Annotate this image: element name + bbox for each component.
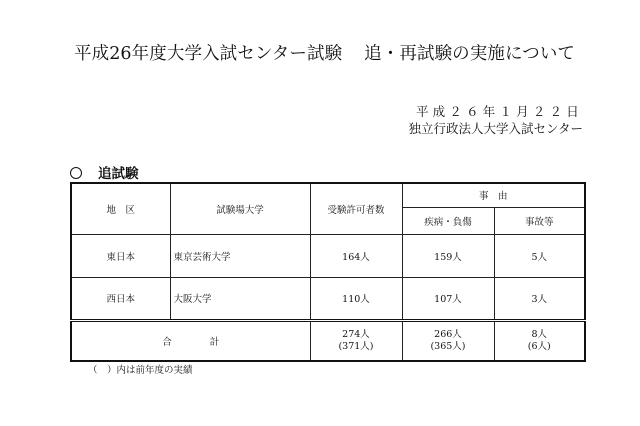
row-accident: 3人 (494, 277, 585, 320)
header-permitted: 受験許可者数 (310, 183, 402, 234)
header-venue: 試験場大学 (170, 183, 310, 234)
row-region: 東日本 (71, 234, 170, 277)
total-illness-previous: (365人) (430, 340, 466, 352)
title-sub: 追・再試験の実施について (364, 44, 576, 64)
table-row (71, 277, 585, 320)
table-row (71, 234, 585, 277)
row-venue: 大阪大学 (170, 277, 310, 320)
row-illness: 159人 (402, 234, 494, 277)
total-accident-previous: (6人) (527, 340, 551, 352)
circle-bullet-icon (70, 167, 82, 179)
total-label: 合 計 (71, 320, 310, 361)
total-permitted-previous: (371人) (338, 340, 374, 352)
section-heading (70, 162, 139, 182)
total-permitted-value: 274人 (342, 328, 370, 340)
title-main: 平成26年度大学入試センター試験 (74, 44, 343, 64)
total-permitted (310, 320, 402, 361)
issuing-organization: 独立行政法人大学入試センター (408, 121, 583, 136)
header-illness: 疾病・負傷 (402, 207, 494, 234)
row-region: 西日本 (71, 277, 170, 320)
header-accident: 事故等 (494, 207, 585, 234)
row-accident: 5人 (494, 234, 585, 277)
results-table (70, 182, 586, 362)
footnote: （ ）内は前年度の実績 (88, 365, 193, 376)
row-permitted: 164人 (310, 234, 402, 277)
issue-date: 平成２６年１月２２日 (415, 104, 583, 119)
row-venue: 東京芸術大学 (170, 234, 310, 277)
total-accident (494, 320, 585, 361)
table-total-row (71, 320, 585, 361)
table-header-row (71, 183, 585, 207)
section-heading-text: 追試験 (98, 166, 139, 182)
header-region: 地 区 (71, 183, 170, 234)
total-illness-value: 266人 (434, 328, 462, 340)
document-title (74, 40, 575, 65)
total-accident-value: 8人 (531, 328, 548, 340)
row-permitted: 110人 (310, 277, 402, 320)
row-illness: 107人 (402, 277, 494, 320)
header-reason: 事 由 (402, 183, 585, 207)
total-illness (402, 320, 494, 361)
